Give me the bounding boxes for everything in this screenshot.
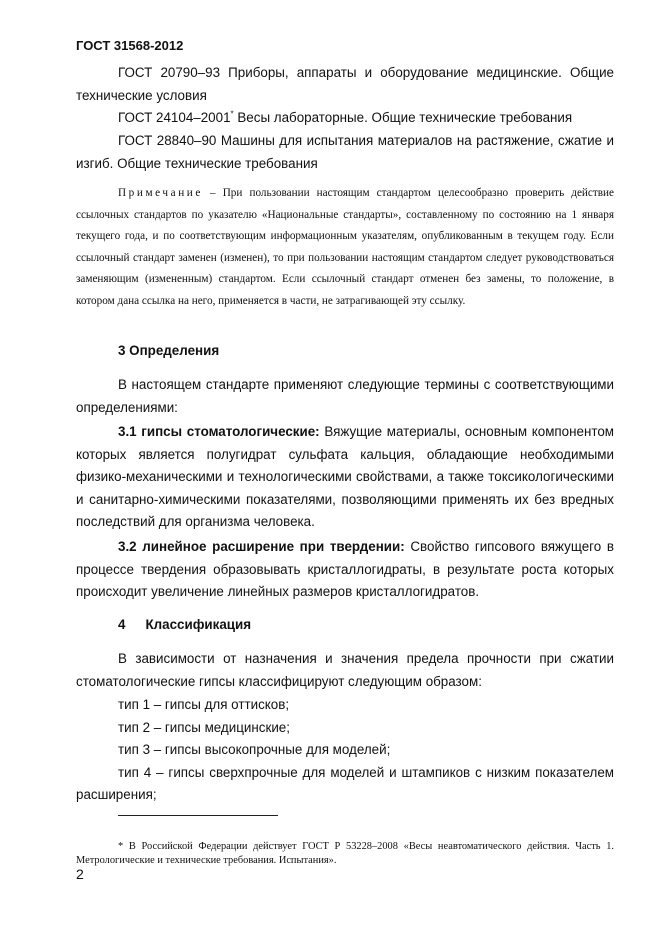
definition-3-1 bbox=[76, 421, 614, 534]
note-block bbox=[76, 183, 614, 312]
reference-gost-28840: ГОСТ 28840–90 Машины для испытания материалов на растяжение, сжатие и изгиб. Общие технические требования bbox=[76, 133, 614, 171]
section-number: 4 bbox=[118, 617, 126, 632]
definition-text: Свойство гипсового вяжущего в процессе твердения образовывать кристаллогидраты, в результате роста которых происходит увеличение линейных размеров кристаллогидратов. bbox=[76, 539, 614, 599]
definition-3-2 bbox=[76, 536, 614, 604]
list-item: тип 1 – гипсы для оттисков; bbox=[118, 697, 290, 712]
footnote: * В Российской Федерации действует ГОСТ Р 53228–2008 «Весы неавтоматического действия. Часть 1. Метрологические и технические требования. Испытания». bbox=[76, 841, 614, 866]
section-3-intro: В настоящем стандарте применяют следующие термины с соответствующими определениями: bbox=[76, 377, 614, 415]
definition-text: Вяжущие материалы, основным компонентом которых является полугидрат сульфата кальция, обладающие необходимыми физико-механическими и технологическими свойствами, а также токсикологическими и санитарно-химическими показателями, позволяющими применять их без вредных последствий для организма человека. bbox=[76, 424, 614, 529]
list-item: тип 4 – гипсы сверхпрочные для моделей и штампиков с низким показателем расширения; bbox=[76, 764, 614, 802]
note-label: Примечание bbox=[118, 187, 203, 199]
list-item: тип 2 – гипсы медицинские; bbox=[118, 719, 290, 735]
footnote-mark: * bbox=[230, 109, 234, 119]
section-4-intro: В зависимости от назначения и значения предела прочности при сжатии стоматологические гипсы классифицируют следующим образом: bbox=[76, 651, 614, 689]
section-3-heading: 3 Определения bbox=[118, 343, 220, 358]
list-item: тип 3 – гипсы высокопрочные для моделей; bbox=[118, 742, 391, 757]
definition-term: 3.1 гипсы стоматологические: bbox=[118, 424, 320, 439]
section-4-heading bbox=[118, 617, 251, 632]
reference-gost-20790: ГОСТ 20790–93 Приборы, аппараты и оборудование медицинские. Общие технические условия bbox=[76, 65, 614, 103]
page-number: 2 bbox=[76, 866, 84, 882]
note-text: – При пользовании настоящим стандартом целесообразно проверить действие ссылочных стандартов по указателю «Национальные стандарты», составленному по состоянию на 1 января текущего года, и по соответствующим информационным указателям, опубликованным в текущем году. Если ссылочный стандарт заменен (изменен), то при пользовании настоящим стандартом следует руководствоваться заменяющим (измененным) стандартом. Если ссылочный стандарт отменен без замены, то положение, в котором дана ссылка на него, применяется в части, не затрагивающей эту ссылку. bbox=[76, 187, 614, 307]
classification-list bbox=[76, 694, 614, 807]
reference-title: Весы лабораторные. Общие технические требования bbox=[237, 110, 573, 125]
document-header: ГОСТ 31568-2012 bbox=[76, 38, 184, 53]
section-title: Классификация bbox=[145, 617, 252, 632]
footnote-divider bbox=[118, 815, 278, 816]
reference-gost-24104 bbox=[76, 107, 614, 130]
definition-term: 3.2 линейное расширение при твердении: bbox=[118, 539, 405, 554]
reference-code: ГОСТ 24104–2001 bbox=[118, 110, 231, 125]
